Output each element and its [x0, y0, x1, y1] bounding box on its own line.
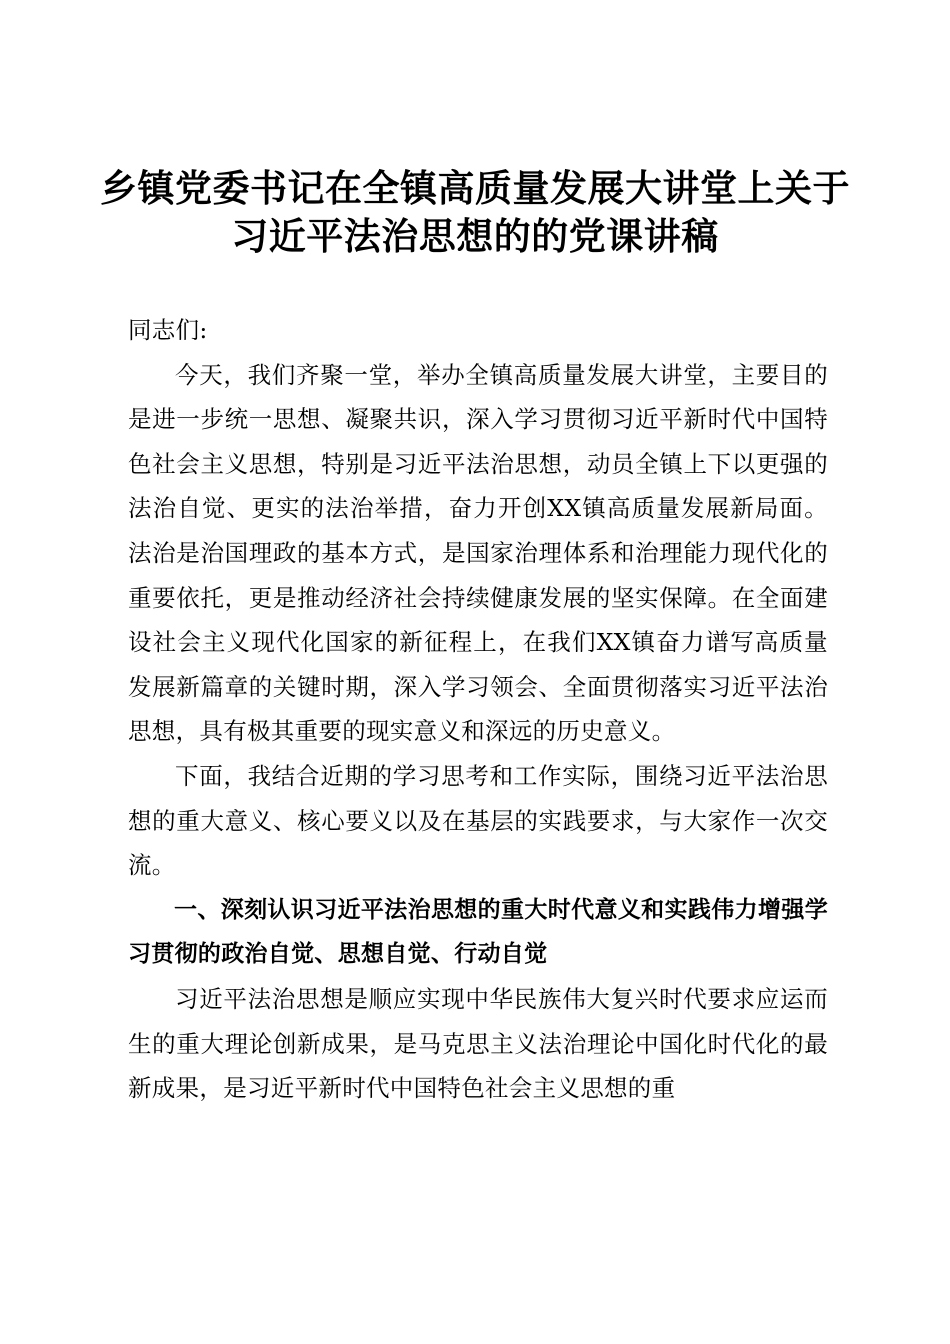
salutation: 同志们:: [128, 316, 208, 344]
document-title: [90, 164, 860, 260]
title-line-2: 习近平法治思想的的党课讲稿: [231, 214, 719, 258]
paragraph-section-1: 习近平法治思想是顺应实现中华民族伟大复兴时代要求应运而生的重大理论创新成果，是马克思主义法治理论中国化时代化的最新成果，是习近平新时代中国特色社会主义思想的重: [128, 984, 828, 1103]
section-heading-1: 一、深刻认识习近平法治思想的重大时代意义和实践伟力增强学习贯彻的政治自觉、思想自觉、行动自觉: [128, 896, 828, 968]
document-body: [128, 308, 828, 1111]
paragraph-intro: 今天，我们齐聚一堂，举办全镇高质量发展大讲堂，主要目的是进一步统一思想、凝聚共识，深入学习贯彻习近平新时代中国特色社会主义思想，特别是习近平法治思想，动员全镇上下以更强的法治自觉、更实的法治举措，奋力开创XX镇高质量发展新局面。法治是治国理政的基本方式，是国家治理体系和治理能力现代化的重要依托，更是推动经济社会持续健康发展的坚实保障。在全面建设社会主义现代化国家的新征程上，在我们XX镇奋力谱写高质量发展新篇章的关键时期，深入学习领会、全面贯彻落实习近平法治思想，具有极其重要的现实意义和深远的历史意义。: [128, 360, 828, 746]
title-line-1: 乡镇党委书记在全镇高质量发展大讲堂上关于: [100, 166, 850, 210]
paragraph-outline: 下面，我结合近期的学习思考和工作实际，围绕习近平法治思想的重大意义、核心要义以及在基层的实践要求，与大家作一次交流。: [128, 761, 828, 880]
